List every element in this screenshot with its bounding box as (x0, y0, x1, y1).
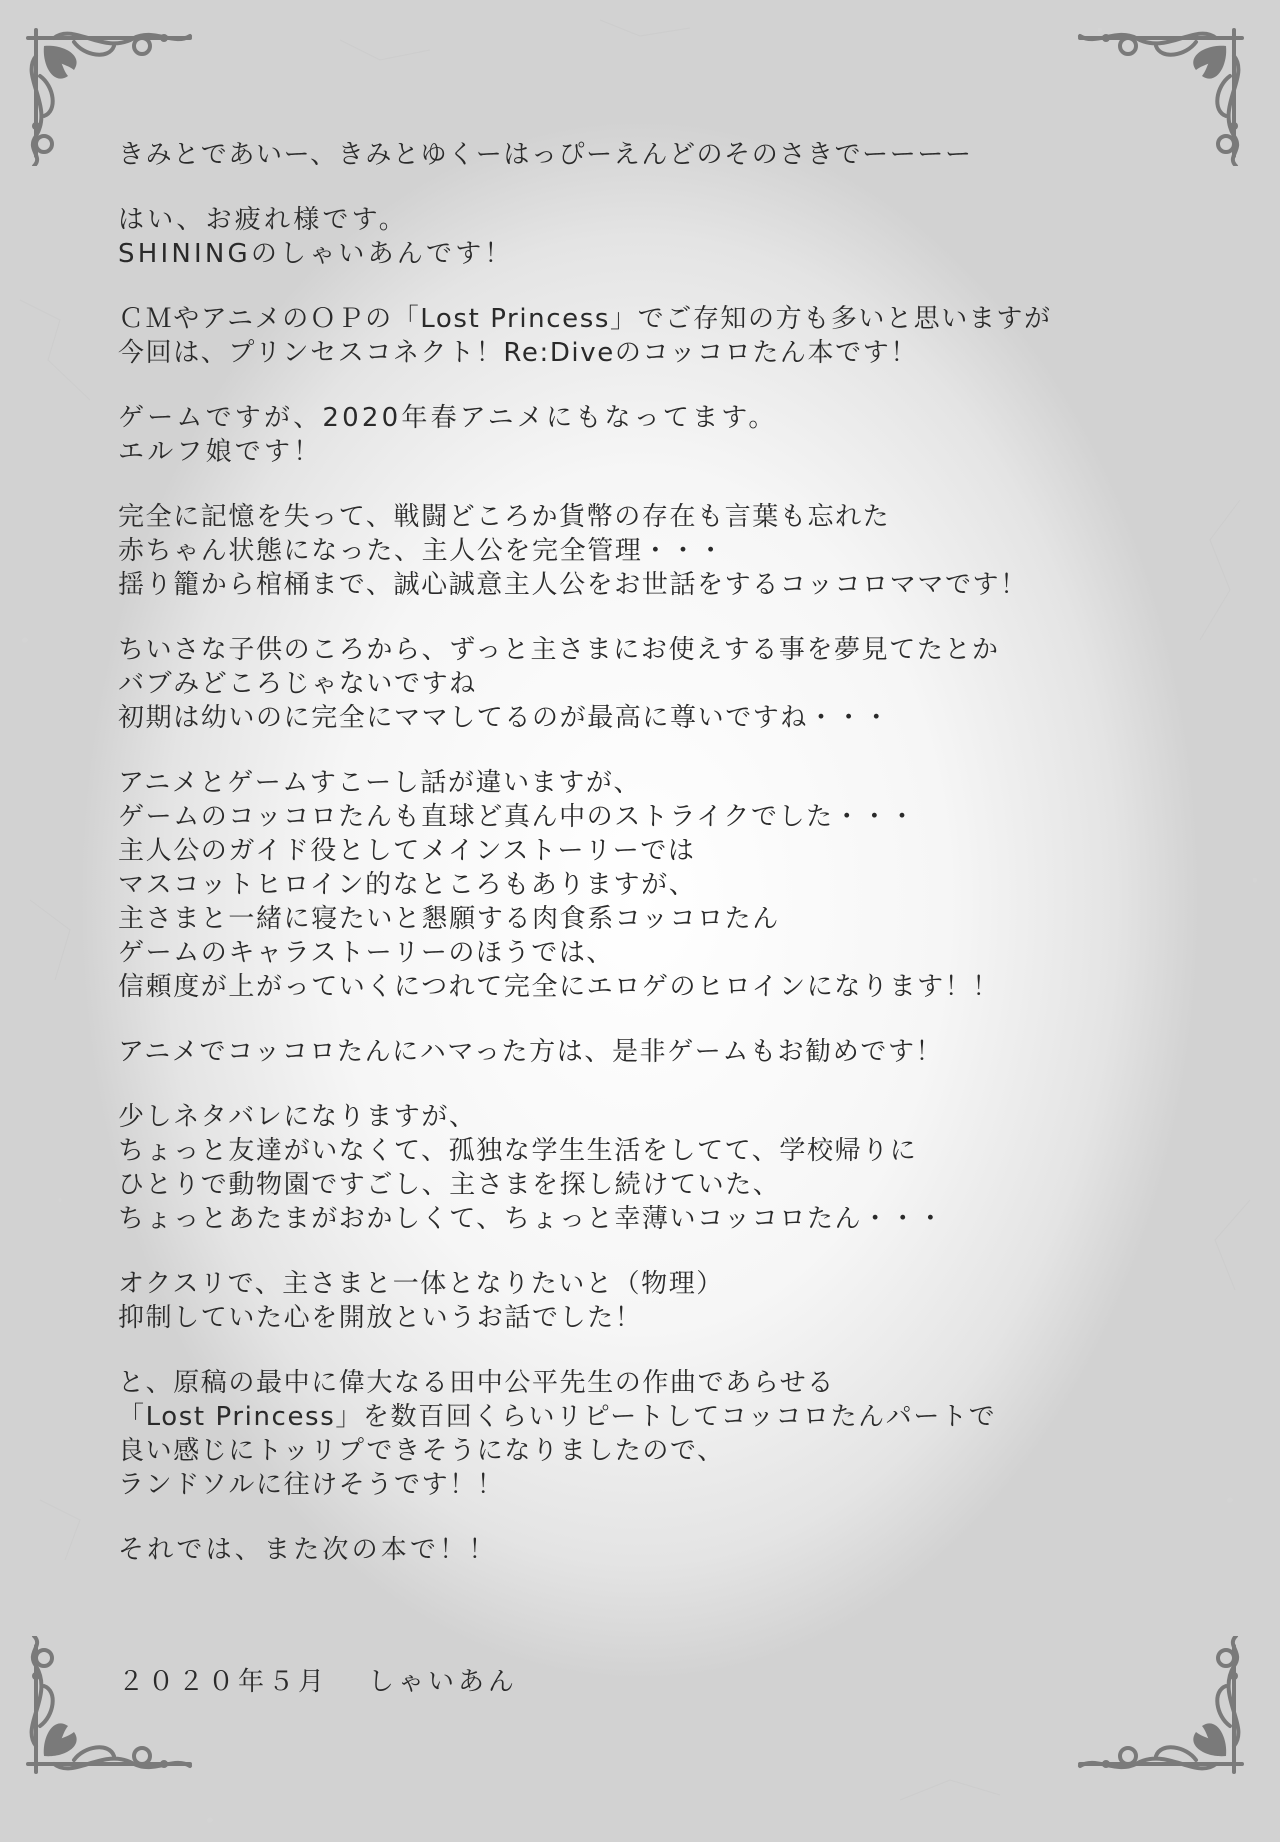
signature (118, 1665, 518, 1699)
text-line: ゲームのコッコロたんも直球ど真ん中のストライクでした・・・ (118, 802, 917, 832)
text-line: 抑制していた心を開放というお話でした！ (118, 1303, 643, 1333)
text-line: きみとであいー、きみとゆくーはっぴーえんどのそのさきでーーーー (118, 140, 973, 170)
text-line: 今回は、プリンセスコネクト！Re:Diveのコッコロたん本です！ (118, 338, 918, 368)
paragraph-spoiler (118, 1100, 1228, 1236)
text-line: 「Lost Princess」を数百回くらいリピートしてコッコロたんパートで (118, 1402, 997, 1432)
text-line: ちいさな子供のころから、ずっと主さまにお使えする事を夢見てたとか (118, 635, 1000, 665)
text-line: オクスリで、主さまと一体となりたいと（物理） (118, 1269, 724, 1299)
text-line: はい、お疲れ様です。 (118, 205, 408, 235)
text-line: アニメでコッコロたんにハマった方は、是非ゲームもお勧めです！ (118, 1037, 944, 1067)
text-line: バブみどころじゃないですね (118, 669, 477, 699)
text-line: ランドソルに往けそうです！！ (118, 1470, 505, 1500)
text-line: 完全に記憶を失って、戦闘どころか貨幣の存在も言葉も忘れた (118, 502, 891, 532)
text-line: ＣＭやアニメのＯＰの「Lost Princess」でご存知の方も多いと思いますが (118, 304, 1052, 334)
letter-body (118, 138, 1228, 1598)
text-line: それでは、また次の本で！！ (118, 1535, 498, 1565)
text-line: SHININGのしゃいあんです！ (118, 239, 514, 269)
text-line: 少しネタバレになりますが、 (118, 1102, 477, 1132)
paragraph-anime (118, 401, 1228, 469)
paragraph-music (118, 1366, 1228, 1502)
paragraph-dream (118, 633, 1228, 735)
paragraph-intro (118, 302, 1228, 370)
paragraph-story (118, 500, 1228, 602)
text-line: 初期は幼いのに完全にママしてるのが最高に尊いですね・・・ (118, 703, 891, 733)
text-line: マスコットヒロイン的なところもありますが、 (118, 870, 697, 900)
paragraph-game (118, 766, 1228, 1004)
text-line: 主人公のガイド役としてメインストーリーでは (118, 836, 696, 866)
text-line: ゲームですが、2020年春アニメにもなってます。 (118, 403, 778, 433)
text-line: ちょっと友達がいなくて、孤独な学生生活をしてて、学校帰りに (118, 1136, 918, 1166)
text-line: と、原稿の最中に偉大なる田中公平先生の作曲であらせる (118, 1368, 835, 1398)
signature-date: ２０２０年５月 (118, 1667, 329, 1697)
baroque-scroll-corner-icon (1066, 1636, 1256, 1786)
text-line: 良い感じにトッリプできそうになりましたので、 (118, 1436, 725, 1466)
text-line: 信頼度が上がっていくにつれて完全にエロゲのヒロインになります！！ (118, 972, 1000, 1002)
text-line: 主さまと一緒に寝たいと懇願する肉食系コッコロたん (118, 904, 780, 934)
paragraph-opening (118, 138, 1228, 172)
text-line: ちょっとあたまがおかしくて、ちょっと幸薄いコッコロたん・・・ (118, 1204, 945, 1234)
baroque-scroll-corner-icon (14, 1636, 204, 1786)
text-line: ひとりで動物園ですごし、主さまを探し続けていた、 (118, 1170, 781, 1200)
text-line: アニメとゲームすこーし話が違いますが、 (118, 768, 642, 798)
paragraph-plot (118, 1267, 1228, 1335)
signature-author: しゃいあん (368, 1667, 519, 1697)
paragraph-recommend (118, 1035, 1228, 1069)
paragraph-closing (118, 1533, 1228, 1567)
text-line: 揺り籠から棺桶まで、誠心誠意主人公をお世話をするコッコロママです！ (118, 570, 1028, 600)
text-line: ゲームのキャラストーリーのほうでは、 (118, 938, 615, 968)
text-line: エルフ娘です！ (118, 437, 323, 467)
text-line: 赤ちゃん状態になった、主人公を完全管理・・・ (118, 536, 726, 566)
paragraph-greeting (118, 203, 1228, 271)
